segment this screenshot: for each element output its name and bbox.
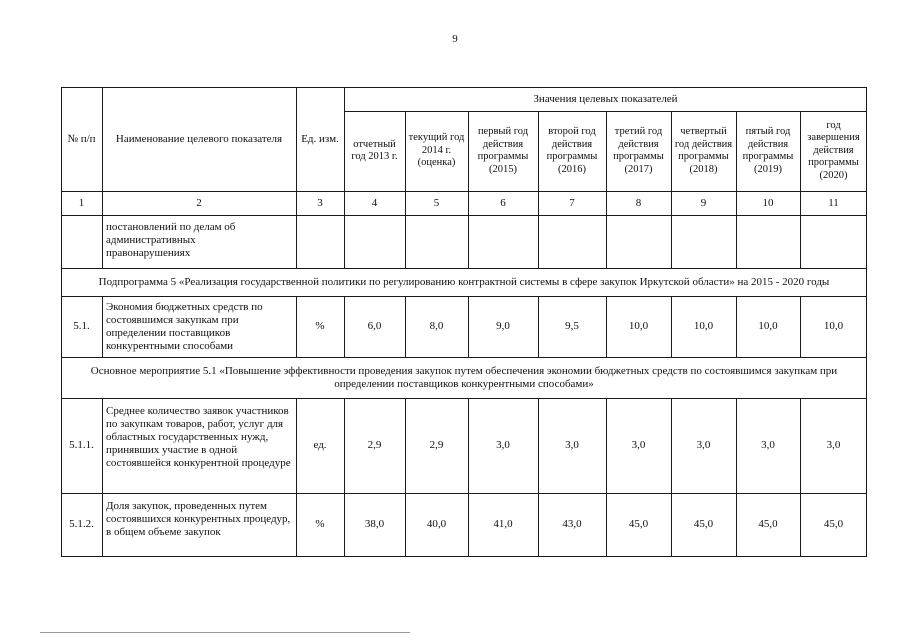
- row-value: 3,0: [631, 439, 646, 451]
- row-value: 43,0: [562, 518, 582, 530]
- header-year-2020: год завершения действия программы (2020): [807, 119, 860, 181]
- row-value: 3,0: [565, 439, 579, 451]
- col-number: 7: [569, 196, 575, 209]
- row-value: 8,0: [429, 320, 444, 332]
- row-value: 40,0: [426, 518, 447, 530]
- row-unit: %: [315, 518, 325, 530]
- row-value: 2,9: [367, 439, 382, 451]
- col-number: 9: [700, 196, 707, 209]
- row-value: 10,0: [628, 320, 649, 332]
- table-border-bottom: [61, 556, 867, 557]
- col-number: 3: [317, 196, 323, 209]
- col-number: 2: [196, 196, 202, 209]
- row-value: 9,5: [565, 320, 579, 332]
- indicators-table: [61, 87, 867, 557]
- row-num: 5.1.2.: [69, 518, 94, 530]
- col-numbers-bottom-rule: [61, 215, 867, 216]
- subprogram-title: Подпрограмма 5 «Реализация государственной политики по регулированию контрактной системы в сфере закупок Иркутской области» на 2015 - 2020 годы: [98, 275, 830, 288]
- col-number: 10: [762, 196, 774, 209]
- row-name: Среднее количество заявок участников по закупкам товаров, работ, услуг для областных государственных нужд, принявших участие в одной состоявшейся конкурентной процедуре: [106, 405, 291, 469]
- page-number: 9: [452, 33, 458, 45]
- header-year-2016: второй год действия программы (2016): [546, 126, 598, 175]
- col-divider: [102, 296, 103, 357]
- row-value: 10,0: [693, 320, 714, 332]
- col-number: 1: [78, 196, 85, 209]
- row-value: 2,9: [429, 439, 444, 451]
- header-year-2015: первый год действия программы (2015): [477, 126, 529, 175]
- footer-rule: [40, 632, 410, 633]
- header-year-2013: отчетный год 2013 г.: [351, 138, 398, 162]
- main-event-title: Основное мероприятие 5.1 «Повышение эффективности проведения закупок путем обеспечения экономии бюджетных средств по состоявшимся закупкам при определении поставщиков конкурентными способами»: [90, 364, 838, 390]
- header-year-2017: третий год действия программы (2017): [613, 126, 664, 175]
- row-unit: %: [315, 320, 325, 332]
- row-value: 9,0: [496, 320, 510, 332]
- header-num: № п/п: [67, 132, 96, 145]
- row-value: 45,0: [693, 518, 714, 530]
- col-divider: [102, 398, 103, 556]
- row-value: 10,0: [758, 320, 778, 332]
- row-value: 3,0: [496, 439, 510, 451]
- row-num: 5.1.: [73, 320, 90, 332]
- row-value: 38,0: [364, 518, 385, 530]
- col-number: 4: [371, 196, 378, 209]
- row-value: 6,0: [367, 320, 382, 332]
- row-name: Доля закупок, проведенных путем состоявшихся конкурентных процедур, в общем объеме закупок: [106, 500, 291, 538]
- header-name: Наименование целевого показателя: [115, 132, 283, 145]
- row-name: Экономия бюджетных средств по состоявшимся закупкам при определении поставщиков конкурентными способами: [106, 301, 263, 352]
- row-value: 3,0: [761, 439, 775, 451]
- row-num: 5.1.1.: [69, 439, 94, 451]
- header-year-2018: четвертый год действия программы (2018): [674, 126, 733, 175]
- col-number: 6: [500, 196, 506, 209]
- header-year-2014: текущий год 2014 г. (оценка): [408, 132, 465, 169]
- header-year-2019: пятый год действия программы (2019): [742, 126, 794, 175]
- continuation-text: постановлений по делам об административных правонарушениях: [106, 221, 236, 259]
- header-group: Значения целевых показателей: [533, 92, 678, 105]
- row-value: 45,0: [823, 518, 844, 530]
- row-value: 41,0: [493, 518, 513, 530]
- row-value: 10,0: [823, 320, 844, 332]
- row-unit: ед.: [313, 439, 327, 451]
- col-number: 5: [433, 196, 440, 209]
- col-number: 11: [828, 196, 839, 209]
- row-value: 3,0: [696, 439, 711, 451]
- row-value: 45,0: [758, 518, 778, 530]
- header-unit: Ед. изм.: [301, 132, 339, 145]
- row-value: 3,0: [826, 439, 841, 451]
- col-number: 8: [635, 196, 642, 209]
- row-value: 45,0: [628, 518, 649, 530]
